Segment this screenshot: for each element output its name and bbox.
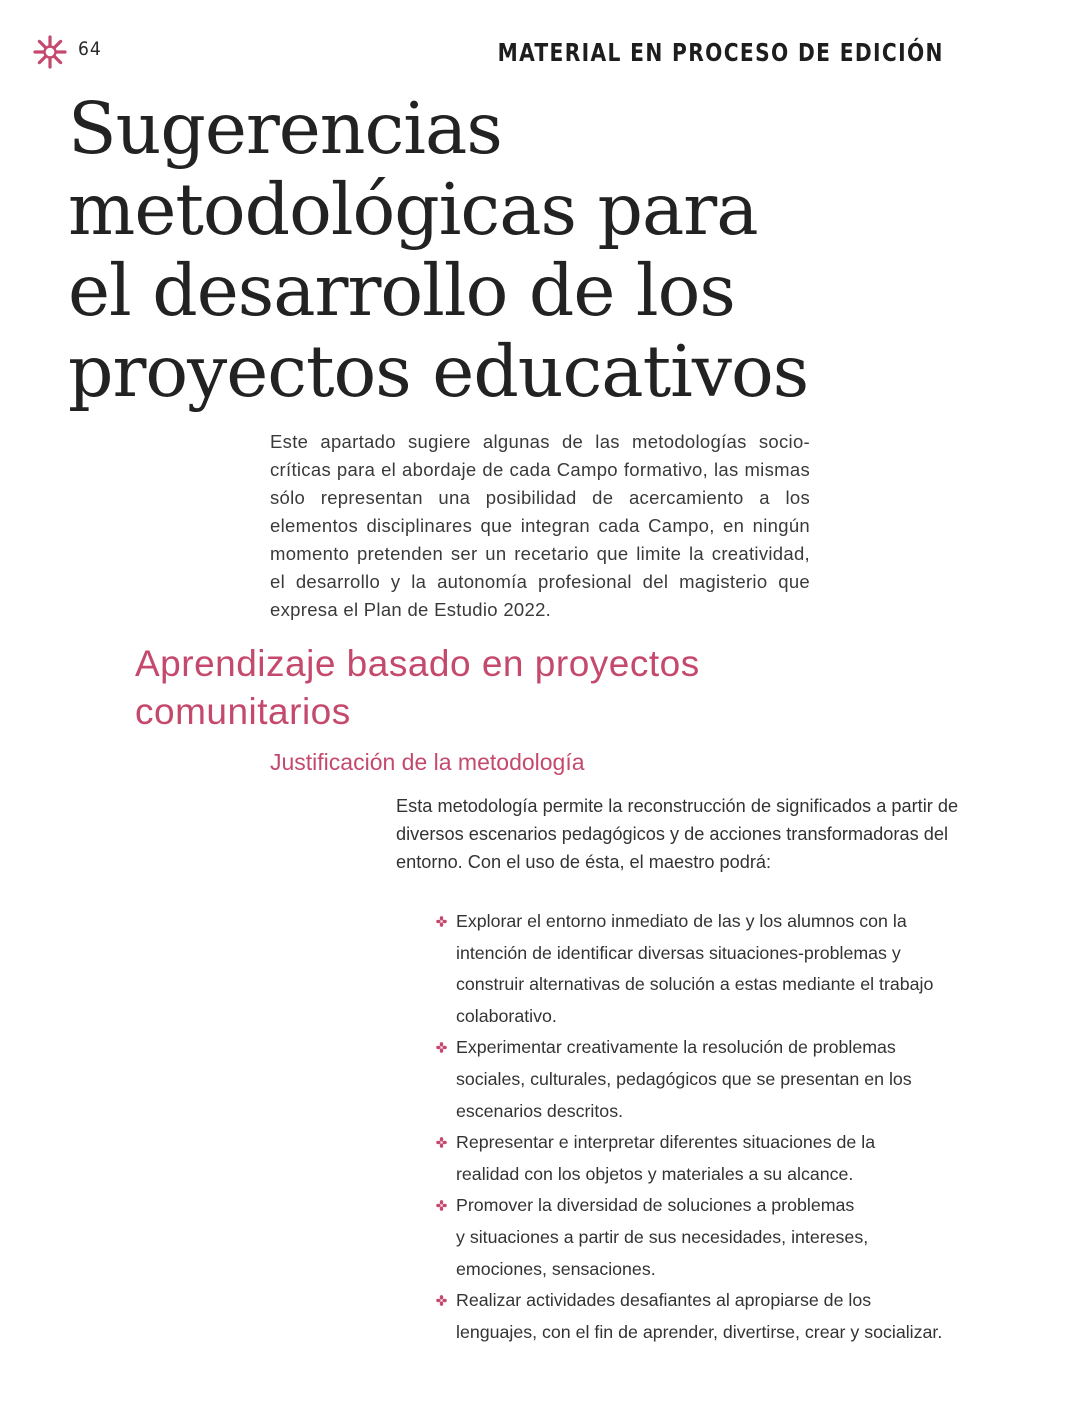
list-item-line: escenarios descritos. xyxy=(456,1100,624,1121)
page-header xyxy=(0,0,1080,90)
page-title-line: el desarrollo de los xyxy=(68,249,735,332)
list-item-line: Experimentar creativamente la resolución de problemas xyxy=(456,1037,896,1058)
intro-paragraph: Este apartado sugiere algunas de las metodologías socio-críticas para el abordaje de cada Campo formativo, las mismas sólo representan una posibilidad de acercamiento a los elementos disciplinares que integran cada Campo, en ningún momento pretenden ser un recetario que limite la creatividad, el desarrollo y la autonomía profesional del magisterio que expresa el Plan de Estudio 2022. xyxy=(270,431,810,620)
diamond-cross-bullet-icon xyxy=(436,1042,447,1053)
diamond-cross-bullet-icon xyxy=(436,1137,447,1148)
page-title xyxy=(68,88,868,412)
list-item xyxy=(436,1285,996,1348)
methodology-paragraph: Esta metodología permite la reconstrucción de significados a partir de diversos escenarios pedagógicos y de acciones transformadoras del entorno. Con el uso de ésta, el maestro podrá: xyxy=(396,796,959,872)
page-title-line: proyectos educativos xyxy=(68,330,809,413)
list-item xyxy=(436,1190,996,1285)
list-item xyxy=(436,1127,996,1190)
list-item-line: emociones, sensaciones. xyxy=(456,1258,656,1279)
list-item-line: construir alternativas de solución a estas mediante el trabajo xyxy=(456,974,934,995)
list-item xyxy=(436,1032,996,1127)
list-item-line: Promover la diversidad de soluciones a problemas xyxy=(456,1195,855,1216)
list-item-line: Explorar el entorno inmediato de las y los alumnos con la xyxy=(456,911,907,931)
section-title-line: comunitarios xyxy=(135,691,351,732)
subsection-title: Justificación de la metodología xyxy=(270,749,585,775)
page-title-line: Sugerencias xyxy=(68,87,502,170)
section-title-line: Aprendizaje basado en proyectos xyxy=(135,643,700,684)
diamond-cross-bullet-icon xyxy=(436,1295,447,1306)
list-item-line: colaborativo. xyxy=(456,1005,557,1026)
asterisk-flower-icon xyxy=(33,35,67,69)
page-title-line: metodológicas para xyxy=(68,168,758,251)
list-item-line: realidad con los objetos y materiales a su alcance. xyxy=(456,1163,854,1184)
diamond-cross-bullet-icon xyxy=(436,1200,447,1211)
page-number: 64 xyxy=(78,38,102,60)
list-item-line: sociales, culturales, pedagógicos que se presentan en los xyxy=(456,1068,912,1089)
list-item-line: Realizar actividades desafiantes al apropiarse de los xyxy=(456,1290,872,1311)
bullet-list xyxy=(436,906,996,1348)
draft-label: MATERIAL EN PROCESO DE EDICIÓN xyxy=(497,38,944,67)
list-item-line: lenguajes, con el fin de aprender, divertirse, crear y socializar. xyxy=(456,1321,943,1342)
list-item-line: y situaciones a partir de sus necesidades, intereses, xyxy=(456,1226,869,1247)
list-item-line: Representar e interpretar diferentes situaciones de la xyxy=(456,1132,876,1153)
section-title xyxy=(135,640,895,736)
diamond-cross-bullet-icon xyxy=(436,916,447,927)
list-item-line: intención de identificar diversas situaciones-problemas y xyxy=(456,942,901,963)
list-item xyxy=(436,906,996,1032)
